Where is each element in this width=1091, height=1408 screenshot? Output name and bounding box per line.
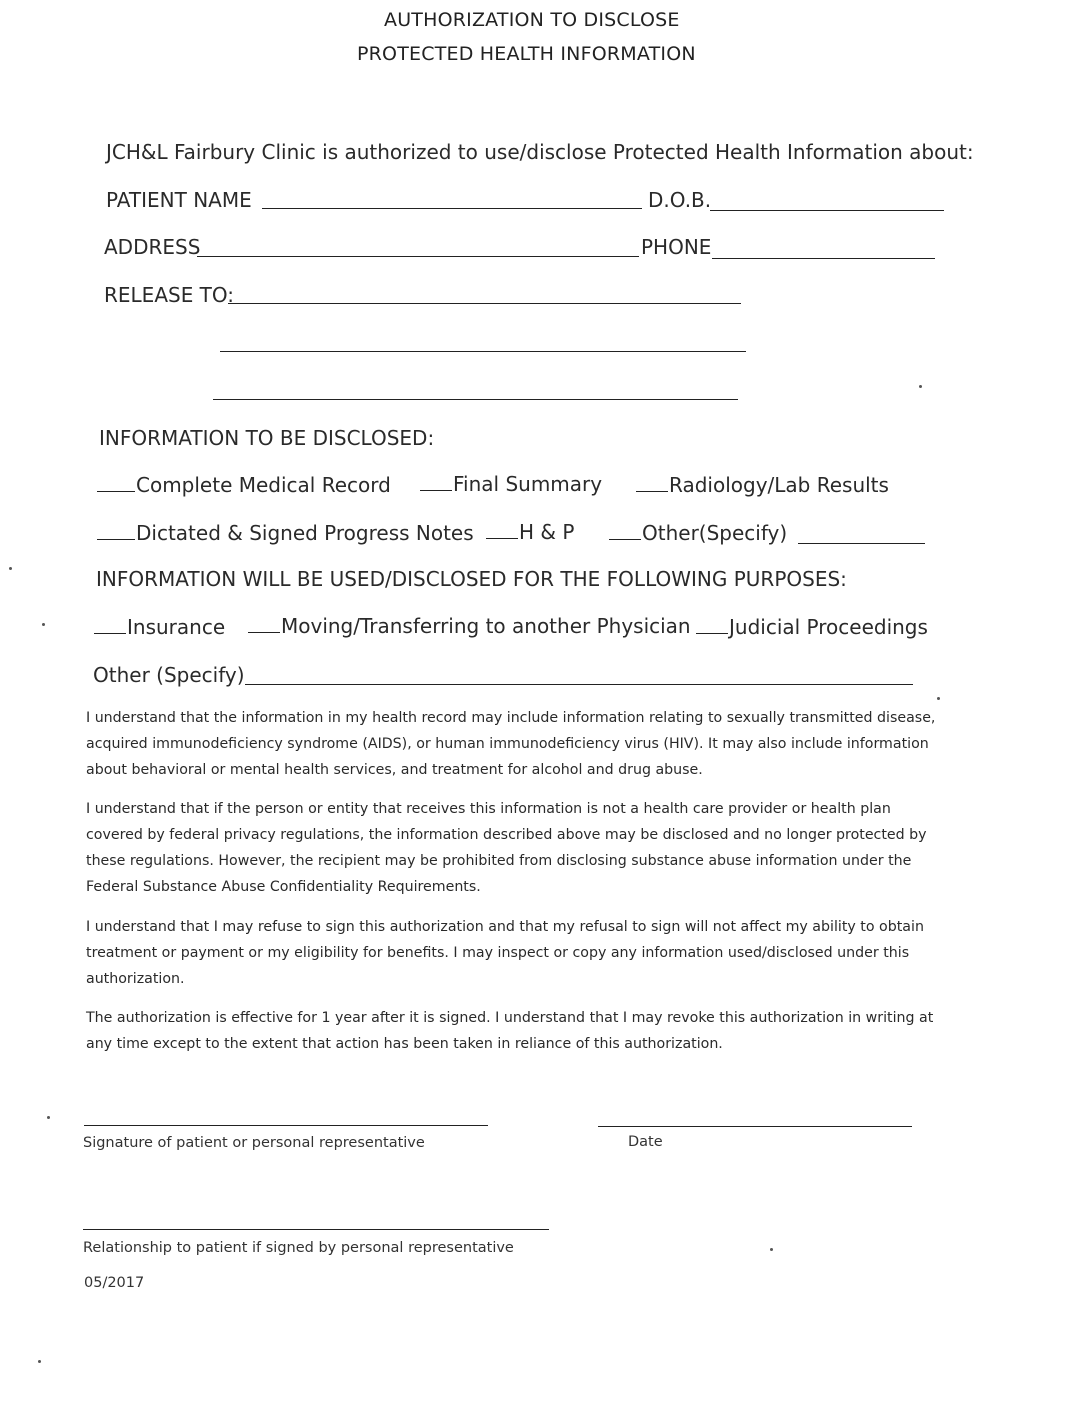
phone-label: PHONE <box>641 235 712 259</box>
release-to-field-3[interactable] <box>213 399 738 400</box>
checkbox-dictated-progress-notes[interactable] <box>97 521 474 545</box>
disclosure-heading: INFORMATION TO BE DISCLOSED: <box>99 426 435 450</box>
option-label: Judicial Proceedings <box>729 615 928 639</box>
revision-date: 05/2017 <box>84 1275 145 1291</box>
option-label: Complete Medical Record <box>136 473 391 497</box>
relationship-field[interactable] <box>83 1229 549 1230</box>
checkbox-insurance[interactable] <box>94 615 225 639</box>
scan-speck <box>47 1116 50 1119</box>
checkbox-blank[interactable] <box>97 523 135 540</box>
paragraph-refusal: I understand that I may refuse to sign this authorization and that my refusal to sign will not affect my ability to obtain treatment or payment or my eligibility for benefits. I may inspect or copy any information used/disclosed under this authorization. <box>86 919 924 987</box>
checkbox-final-summary[interactable] <box>420 472 602 496</box>
checkbox-radiology-lab-results[interactable] <box>636 473 889 497</box>
option-label: Radiology/Lab Results <box>669 473 889 497</box>
checkbox-blank[interactable] <box>94 617 126 634</box>
paragraph-hiv-aids: I understand that the information in my health record may include information relating to sexually transmitted disease, acquired immunodeficiency syndrome (AIDS), or human immunodeficiency virus (HIV). It may also include information about behavioral or mental health services, and treatment for alcohol and drug abuse. <box>86 710 936 778</box>
checkbox-blank[interactable] <box>486 522 518 539</box>
checkbox-blank[interactable] <box>696 617 728 634</box>
scan-speck <box>937 697 940 700</box>
release-to-field-1[interactable] <box>228 303 741 304</box>
patient-signature-label: Signature of patient or personal representative <box>83 1135 425 1151</box>
other-specify-field[interactable] <box>798 543 925 544</box>
form-title-line2: PROTECTED HEALTH INFORMATION <box>357 43 696 65</box>
relationship-label: Relationship to patient if signed by personal representative <box>83 1240 514 1256</box>
checkbox-moving-transferring[interactable] <box>248 614 691 638</box>
dob-label: D.O.B. <box>648 188 712 212</box>
option-label: Insurance <box>127 615 226 639</box>
scan-speck <box>9 567 12 570</box>
patient-name-label: PATIENT NAME <box>106 188 252 212</box>
date-label: Date <box>628 1134 663 1150</box>
dob-field[interactable] <box>710 210 944 211</box>
paragraph-redisclosure: I understand that if the person or entity that receives this information is not a health care provider or health plan covered by federal privacy regulations, the information described above may be disclosed and no longer protected by these regulations. However, the recipient may be prohibited from disclosing substance abuse information under the Federal Substance Abuse Confidentiality Requirements. <box>86 801 927 895</box>
option-label: Moving/Transferring to another Physician <box>281 614 691 638</box>
form-title-line1: AUTHORIZATION TO DISCLOSE <box>384 9 680 31</box>
checkbox-judicial-proceedings[interactable] <box>696 615 928 639</box>
checkbox-blank[interactable] <box>97 475 135 492</box>
checkbox-complete-medical-record[interactable] <box>97 473 391 497</box>
phone-field[interactable] <box>712 258 935 259</box>
patient-signature-field[interactable] <box>84 1125 488 1126</box>
purposes-heading: INFORMATION WILL BE USED/DISCLOSED FOR THE FOLLOWING PURPOSES: <box>96 567 847 591</box>
intro-statement: JCH&L Fairbury Clinic is authorized to use/disclose Protected Health Information about: <box>106 140 974 164</box>
address-label: ADDRESS <box>104 235 201 259</box>
release-to-label: RELEASE TO: <box>104 283 235 307</box>
checkbox-blank[interactable] <box>636 475 668 492</box>
paragraph-effective-period: The authorization is effective for 1 year after it is signed. I understand that I may revoke this authorization in writing at any time except to the extent that action has been taken in reliance of this authorization. <box>86 1010 934 1052</box>
purpose-other-label: Other (Specify) <box>93 663 245 687</box>
address-field[interactable] <box>197 256 639 257</box>
scan-speck <box>770 1248 773 1251</box>
checkbox-blank[interactable] <box>609 523 641 540</box>
patient-name-field[interactable] <box>262 208 642 209</box>
checkbox-other-specify[interactable] <box>609 521 787 545</box>
checkbox-blank[interactable] <box>248 616 280 633</box>
purpose-other-field[interactable] <box>245 684 913 685</box>
scan-speck <box>38 1360 41 1363</box>
scan-speck <box>919 385 922 388</box>
option-label: Dictated & Signed Progress Notes <box>136 521 474 545</box>
date-field[interactable] <box>598 1126 912 1127</box>
scan-speck <box>42 623 45 626</box>
option-label: H & P <box>519 520 575 544</box>
option-label: Final Summary <box>453 472 603 496</box>
release-to-field-2[interactable] <box>220 351 746 352</box>
checkbox-h-and-p[interactable] <box>486 520 574 544</box>
option-label: Other(Specify) <box>642 521 788 545</box>
checkbox-blank[interactable] <box>420 474 452 491</box>
